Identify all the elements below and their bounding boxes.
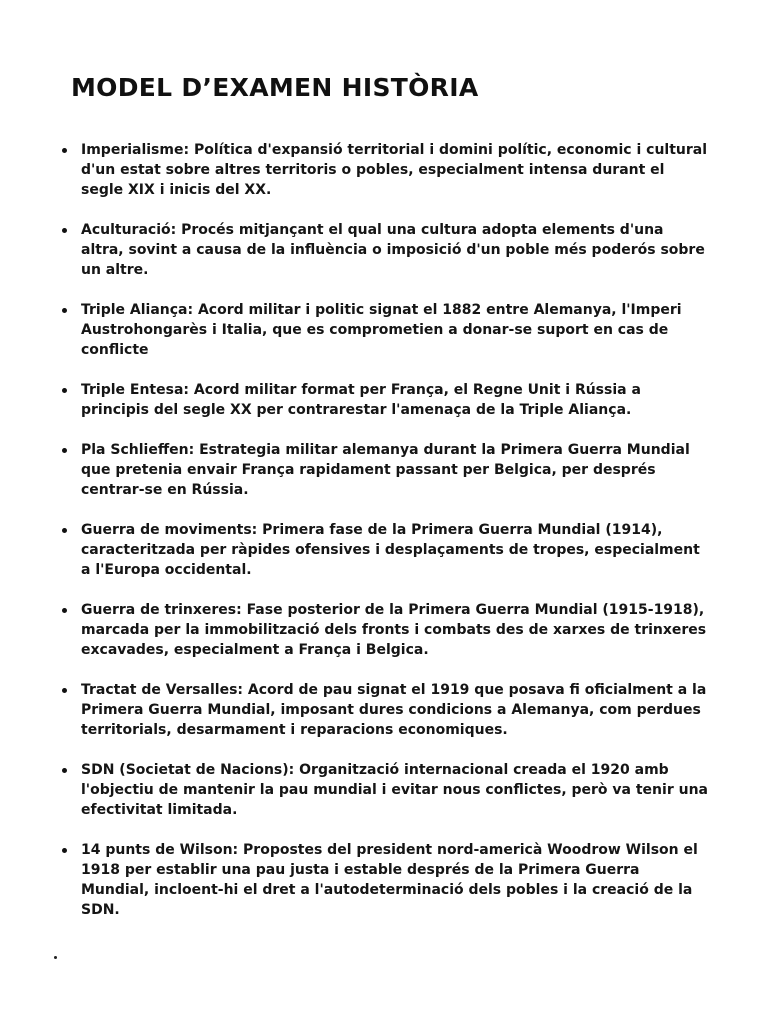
definition-item-aculturacio (0, 220, 768, 280)
bullet-icon (62, 848, 67, 853)
bullet-icon (62, 228, 67, 233)
definition-list (0, 140, 768, 940)
definition-text: Guerra de trinxeres: Fase posterior de la Primera Guerra Mundial (1915-1918), marcada per la immobilització dels fronts i combats des de xarxes de trinxeres excavades, especialment a França i Belgica. (81, 602, 707, 658)
definition-text: Aculturació: Procés mitjançant el qual una cultura adopta elements d'una altra, sovint a causa de la influència o imposició d'un poble més poderós sobre un altre. (81, 222, 705, 278)
definition-text: SDN (Societat de Nacions): Organització internacional creada el 1920 amb l'objectiu de mantenir la pau mundial i evitar nous conflictes, però va tenir una efectivitat limitada. (81, 762, 708, 818)
definition-item-pla-schlieffen (0, 440, 768, 500)
page-title: MODEL D’EXAMEN HISTÒRIA (71, 73, 479, 102)
definition-text: Pla Schlieffen: Estrategia militar alemanya durant la Primera Guerra Mundial que pretenia envair França rapidament passant per Belgica, per després centrar-se en Rússia. (81, 442, 690, 498)
definition-text: Tractat de Versalles: Acord de pau signat el 1919 que posava fi oficialment a la Primera Guerra Mundial, imposant dures condicions a Alemanya, com perdues territorials, desarmament i reparacions economiques. (81, 682, 707, 738)
definition-item-guerra-de-trinxeres (0, 600, 768, 660)
definition-item-14-punts-de-wilson (0, 840, 768, 920)
definition-text: Guerra de moviments: Primera fase de la Primera Guerra Mundial (1914), caracteritzada per ràpides ofensives i desplaçaments de tropes, especialment a l'Europa occidental. (81, 522, 700, 578)
bullet-icon (62, 388, 67, 393)
definition-item-tractat-de-versalles (0, 680, 768, 740)
definition-item-guerra-de-moviments (0, 520, 768, 580)
definition-item-triple-entesa (0, 380, 768, 420)
bullet-icon (62, 148, 67, 153)
trailing-period-mark (54, 956, 57, 959)
bullet-icon (62, 448, 67, 453)
definition-item-triple-alianca (0, 300, 768, 360)
definition-text: Triple Entesa: Acord militar format per França, el Regne Unit i Rússia a principis del segle XX per contrarestar l'amenaça de la Triple Aliança. (81, 382, 641, 418)
definition-text: Imperialisme: Política d'expansió territorial i domini polític, economic i cultural d'un estat sobre altres territoris o pobles, especialment intensa durant el segle XIX i inicis del XX. (81, 142, 708, 198)
definition-text: Triple Aliança: Acord militar i politic signat el 1882 entre Alemanya, l'Imperi Austrohongarès i Italia, que es comprometien a donar-se suport en cas de conflicte (81, 302, 682, 358)
definition-text: 14 punts de Wilson: Propostes del president nord-americà Woodrow Wilson el 1918 per establir una pau justa i estable després de la Primera Guerra Mundial, incloent-hi el dret a l'autodeterminació dels pobles i la creació de la SDN. (81, 842, 698, 918)
bullet-icon (62, 308, 67, 313)
bullet-icon (62, 768, 67, 773)
definition-item-imperialisme (0, 140, 768, 200)
bullet-icon (62, 608, 67, 613)
bullet-icon (62, 688, 67, 693)
bullet-icon (62, 528, 67, 533)
definition-item-sdn (0, 760, 768, 820)
